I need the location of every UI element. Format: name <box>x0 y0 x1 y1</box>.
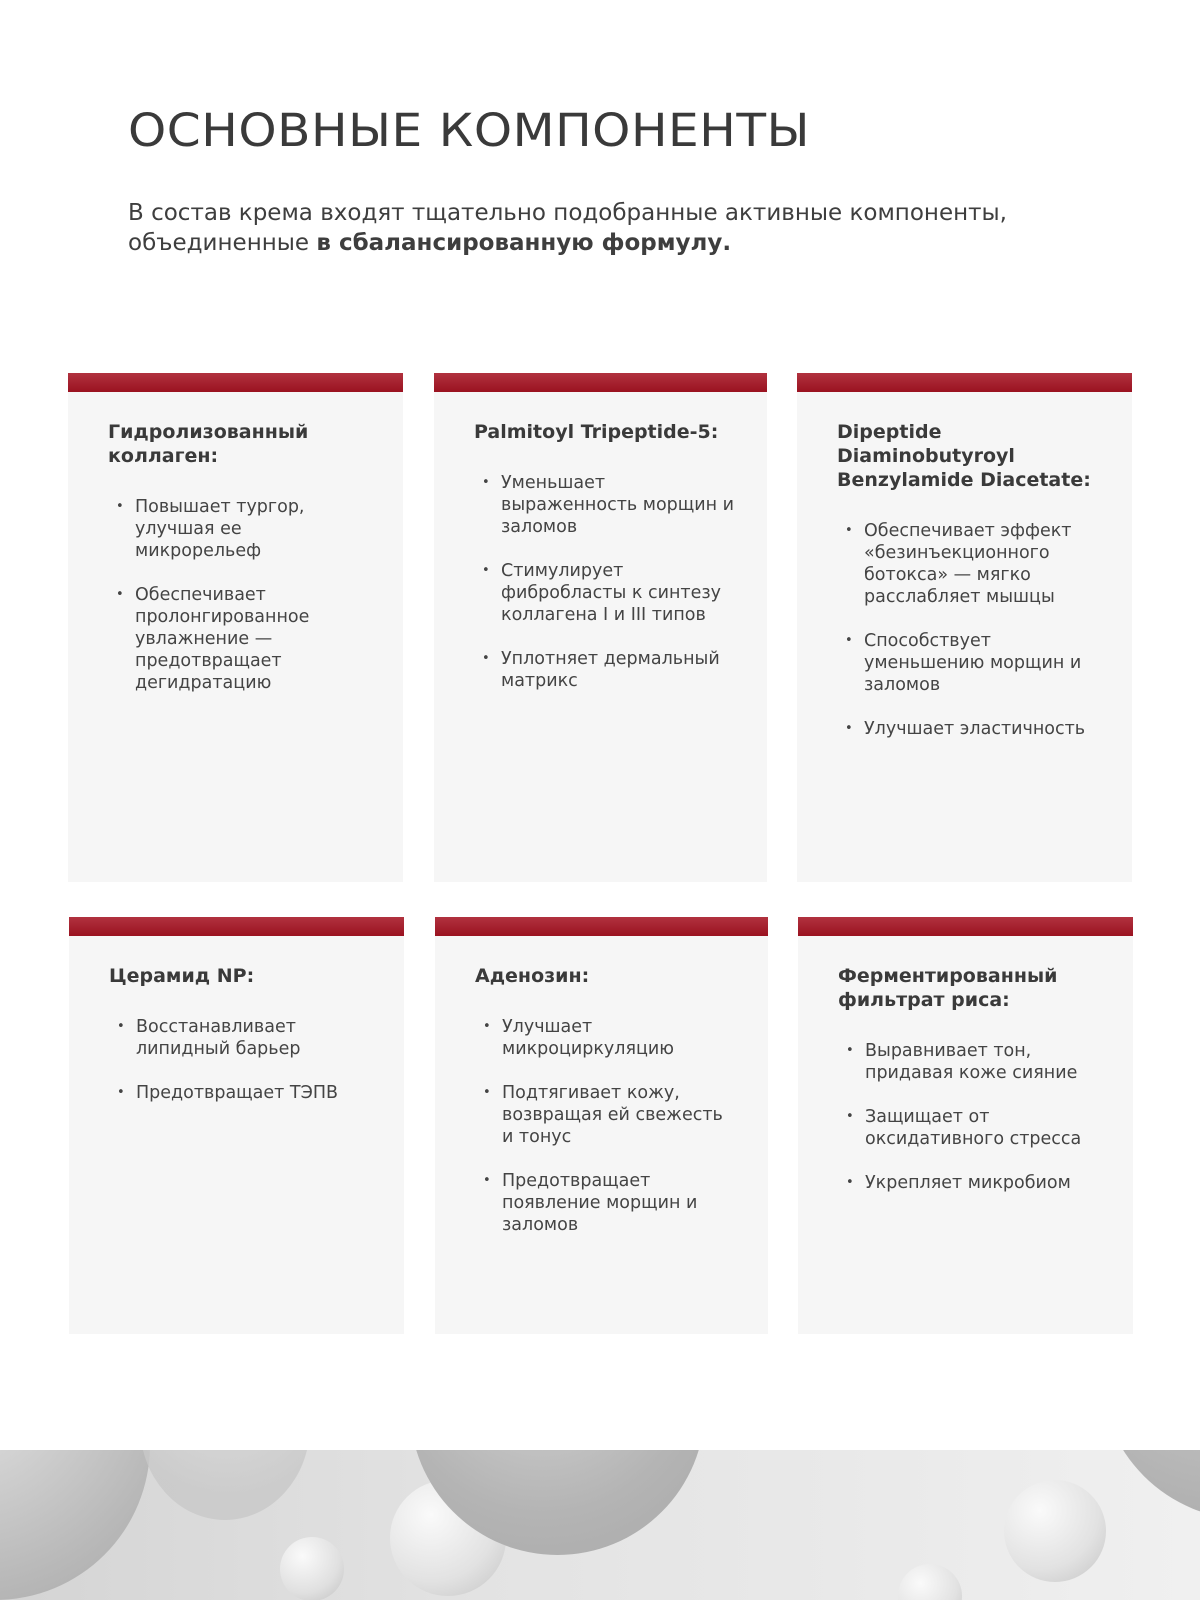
card-accent-bar <box>798 917 1133 936</box>
card-title: Dipeptide Diaminobutyroyl Benzylamide Diacetate: <box>837 421 1091 491</box>
list-item: • Уплотняет дермальный матрикс <box>474 648 737 692</box>
component-card <box>434 373 767 882</box>
card-accent-bar <box>434 373 767 392</box>
component-card <box>69 917 404 1334</box>
component-card <box>797 373 1132 882</box>
card-accent-bar <box>435 917 768 936</box>
page-title: ОСНОВНЫЕ КОМПОНЕНТЫ <box>128 104 811 157</box>
sphere <box>0 1450 150 1600</box>
list-item: • Стимулирует фибробласты к синтезу коллагена I и III типов <box>474 560 737 626</box>
list-item: • Уменьшает выраженность морщин и заломов <box>474 472 737 538</box>
list-item: • Подтягивает кожу, возвращая ей свежесть и тонус <box>475 1082 738 1148</box>
card-list <box>109 1016 374 1104</box>
subtitle-regular: В состав крема входят тщательно подобранные активные компоненты, объединенные <box>128 200 1007 256</box>
card-title: Гидролизованный коллаген: <box>108 421 309 467</box>
component-card <box>798 917 1133 1334</box>
card-title: Ферментированный фильтрат риса: <box>838 965 1058 1011</box>
card-title: Аденозин: <box>475 965 590 987</box>
card-accent-bar <box>68 373 403 392</box>
card-list <box>837 520 1102 740</box>
sphere <box>1004 1480 1106 1582</box>
list-item: • Укрепляет микробиом <box>838 1172 1103 1194</box>
card-list <box>475 1016 738 1236</box>
sphere <box>280 1537 344 1600</box>
list-item: • Восстанавливает липидный барьер <box>109 1016 374 1060</box>
list-item: • Повышает тургор, улучшая ее микрорельеф <box>108 496 373 562</box>
list-item: • Предотвращает ТЭПВ <box>109 1082 374 1104</box>
page-subtitle <box>128 198 1128 258</box>
card-title: Palmitoyl Tripeptide-5: <box>474 421 719 443</box>
sphere <box>140 1450 310 1520</box>
sphere <box>1100 1450 1200 1520</box>
card-accent-bar <box>69 917 404 936</box>
card-accent-bar <box>797 373 1132 392</box>
component-card <box>435 917 768 1334</box>
card-title: Церамид NP: <box>109 965 255 987</box>
card-list <box>474 472 737 692</box>
component-card <box>68 373 403 882</box>
list-item: • Способствует уменьшению морщин и заломов <box>837 630 1102 696</box>
list-item: • Обеспечивает пролонгированное увлажнение — предотвращает дегидратацию <box>108 584 373 694</box>
sphere <box>898 1564 962 1600</box>
list-item: • Выравнивает тон, придавая коже сияние <box>838 1040 1103 1084</box>
list-item: • Защищает от оксидативного стресса <box>838 1106 1103 1150</box>
list-item: • Обеспечивает эффект «безинъекционного ботокса» — мягко расслабляет мышцы <box>837 520 1102 608</box>
subtitle-bold: в сбалансированную формулу. <box>316 230 732 256</box>
list-item: • Улучшает эластичность <box>837 718 1102 740</box>
list-item: • Улучшает микроциркуляцию <box>475 1016 738 1060</box>
list-item: • Предотвращает появление морщин и заломов <box>475 1170 738 1236</box>
card-list <box>108 496 373 694</box>
card-list <box>838 1040 1103 1194</box>
decorative-spheres-banner <box>0 1450 1200 1600</box>
